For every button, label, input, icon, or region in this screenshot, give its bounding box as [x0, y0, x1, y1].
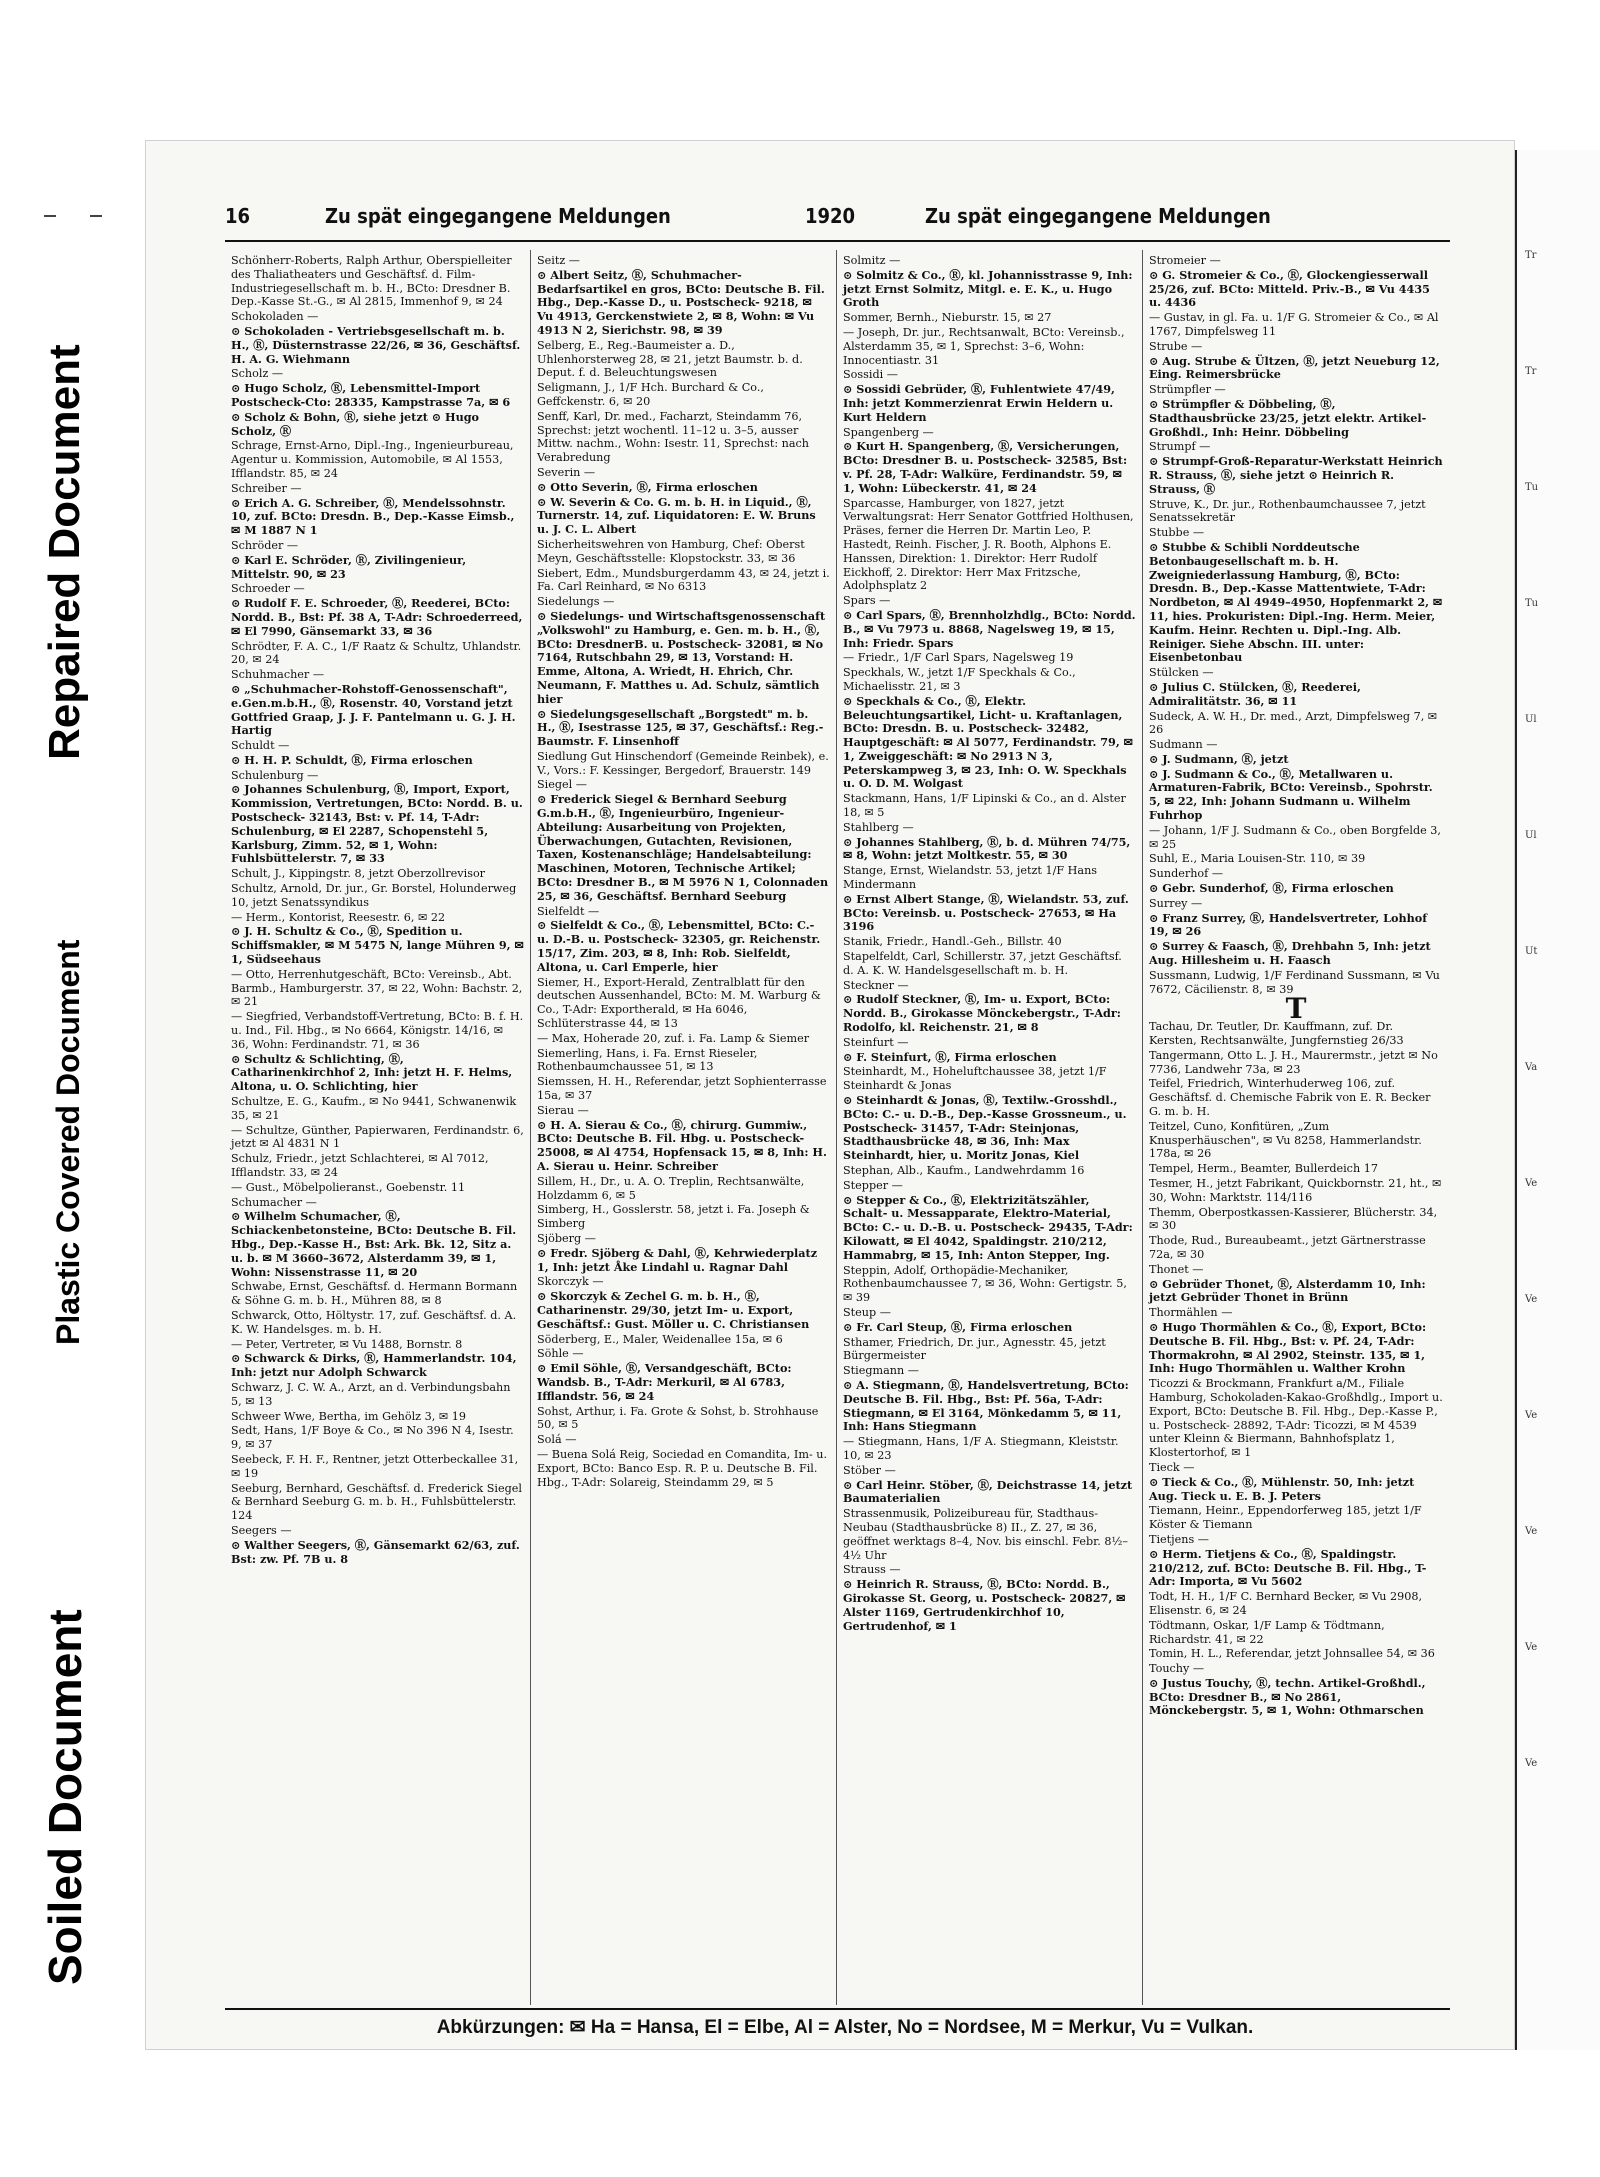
directory-entry: Seeburg, Bernhard, Geschäftsf. d. Frederick Siegel & Bernhard Seeburg G. m. b. H., Fuhlsbüttelerstr. 124 — [231, 1481, 522, 1523]
edge-letter: Ve — [1525, 1642, 1538, 1653]
directory-entry: Themm, Oberpostkassen-Kassierer, Blücherstr. 34, ✉ 30 — [1149, 1205, 1438, 1233]
directory-entry: ⊙ Rudolf F. E. Schroeder, Ⓡ, Reederei, BCto: Nordd. B., Bst: Pf. 38 A, T-Adr: Schroederreed, ✉ El 7990, Gänsemarkt 33, ✉ 36 — [231, 596, 523, 638]
directory-entry: ⊙ Gebr. Sunderhof, Ⓡ, Firma erloschen — [1149, 881, 1394, 896]
directory-entry: Schwarz, J. C. W. A., Arzt, an d. Verbindungsbahn 5, ✉ 13 — [231, 1380, 511, 1408]
left-title: Zu spät eingegangene Meldungen — [325, 204, 671, 228]
directory-entry: ⊙ Ernst Albert Stange, Ⓡ, Wielandstr. 53, zuf. BCto: Vereinsb. u. Postscheck- 27653, ✉ Ha 3196 — [843, 891, 1129, 934]
directory-entry: Stromeier — — [1149, 254, 1221, 267]
directory-entry: Stubbe — — [1149, 526, 1205, 540]
directory-entry: Steppin, Adolf, Orthopädie-Mechaniker, Rothenbaumchaussee 7, ✉ 36, Wohn: Gertigstr. 5, ✉ 39 — [843, 1263, 1127, 1305]
directory-entry: Thonet — — [1149, 1262, 1204, 1276]
directory-entry: T — [1285, 992, 1307, 1026]
directory-entry: Teitzel, Cuno, Konfitüren, „Zum Knusperhäuschen", ✉ Vu 8258, Hammerlandstr. 178a, ✉ 26 — [1149, 1119, 1422, 1161]
directory-entry: Schwabe, Ernst, Geschäftsf. d. Hermann Bormann & Söhne G. m. b. H., Mühren 88, ✉ 8 — [231, 1280, 518, 1308]
page-header — [225, 200, 1450, 234]
directory-entry: Sossidi — — [843, 368, 898, 382]
directory-entry: Siemerling, Hans, i. Fa. Ernst Rieseler, Rothenbaumchaussee 51, ✉ 13 — [537, 1046, 758, 1074]
directory-entry: ⊙ Schwarck & Dirks, Ⓡ, Hammerlandstr. 104, Inh: jetzt nur Adolph Schwarck — [231, 1351, 517, 1380]
directory-entry: Sudmann — — [1149, 738, 1218, 752]
directory-entry: Struve, K., Dr. jur., Rothenbaumchaussee 7, jetzt Senatssekretär — [1149, 497, 1426, 525]
directory-entry: ⊙ Karl E. Schröder, Ⓡ, Zivilingenieur, Mittelstr. 90, ✉ 23 — [231, 552, 467, 581]
directory-entry: ⊙ Sossidi Gebrüder, Ⓡ, Fuhlentwiete 47/49, Inh: jetzt Kommerzienrat Erwin Heldern u. Kurt Heldern — [843, 382, 1115, 424]
scan-mark — [90, 215, 102, 217]
directory-entry: Sielfeldt — — [537, 904, 600, 918]
directory-entry: Schwarck, Otto, Höltystr. 17, zuf. Geschäftsf. d. A. K. W. Handelsges. m. b. H. — [231, 1308, 517, 1336]
plastic-label: Plastic Covered Document — [50, 939, 86, 1345]
directory-entry: Touchy — — [1149, 1662, 1205, 1676]
directory-entry: Steinhardt, M., Hoheluftchaussee 38, jetzt 1/F Steinhardt & Jonas — [843, 1065, 1107, 1093]
directory-entry: ⊙ Heinrich R. Strauss, Ⓡ, BCto: Nordd. B., Girokasse St. Georg, u. Postscheck- 20827, ✉ Alster 1169, Gertrudenkirchhof 10, Gertrudenhof, ✉ 1 — [843, 1577, 1126, 1633]
directory-entry: — Herm., Kontorist, Reesestr. 6, ✉ 22 — [231, 910, 446, 924]
directory-entry: ⊙ J. Sudmann, Ⓡ, jetzt — [1149, 751, 1289, 766]
directory-entry: Seegers — — [231, 1523, 292, 1537]
edge-letter: Ul — [1525, 830, 1537, 841]
directory-entry: Schulz, Friedr., jetzt Schlachterei, ✉ Al 7012, Ifflandstr. 33, ✉ 24 — [231, 1152, 489, 1179]
directory-entry: ⊙ J. H. Schultz & Co., Ⓡ, Spedition u. Schiffsmakler, ✉ M 5475 N, lange Mühren 9, ✉ 1, Südseehaus — [231, 924, 524, 967]
directory-entry: ⊙ Albert Seitz, Ⓡ, Schuhmacher-Bedarfsartikel en gros, BCto: Deutsche B. Fil. Hbg., Dep.-Kasse D., u. Postscheck- 9218, ✉ Vu 4913, Gerckenstwiete 2, ✉ 8, Wohn: ✉ Vu 4913 N 2, Sierichstr. 98, ✉ 39 — [537, 267, 825, 337]
directory-entry: Stiegmann — — [843, 1364, 919, 1378]
directory-entry: ⊙ Frederick Siegel & Bernhard Seeburg G.m.b.H., Ⓡ, Ingenieurbüro, Ingenieur-Abteilung: Ausarbeitung von Projekten, Überwachungen, Gutachten, Revisionen, Taxen, Kostenanschläge; Handelsabteilung: Maschinen, Motoren, Technische Artikel; BCto: Dresdner B., ✉ M 5976 N 1, Colonnaden 25, ✉ 36, Geschäftsf. Bernhard Seeburg — [537, 792, 829, 903]
directory-entry: Seitz — — [537, 254, 580, 267]
directory-entry: Steckner — — [843, 978, 909, 992]
column-3 — [837, 250, 1143, 2005]
edge-letter: Ve — [1525, 1526, 1538, 1537]
year: 1920 — [805, 204, 856, 228]
directory-entry: — Peter, Vertreter, ✉ Vu 1488, Bornstr. 8 — [231, 1337, 463, 1351]
directory-entry: ⊙ Siedelungs- und Wirtschaftsgenossenschaft „Volkswohl" zu Hamburg, e. Gen. m. b. H., Ⓡ, BCto: DresdnerB. u. Postscheck- 32081, ✉ No 7164, Rutschbahn 29, ✉ 13, Vorstand: H. Emme, Altona, A. Wriedt, H. Ehrich, Chr. Neumann, F. Matthes u. Ad. Schulz, sämtlich hier — [537, 608, 826, 706]
directory-entry: ⊙ Rudolf Steckner, Ⓡ, Im- u. Export, BCto: Nordd. B., Girokasse Mönckebergstr., T-Adr: Rodolfo, kl. Reichenstr. 21, ✉ 8 — [843, 992, 1121, 1035]
edge-letter: Ve — [1525, 1410, 1538, 1421]
directory-entry: ⊙ H. H. P. Schuldt, Ⓡ, Firma erloschen — [231, 752, 473, 767]
directory-entry: Sussmann, Ludwig, 1/F Ferdinand Sussmann, ✉ Vu 7672, Cäcilienstr. 8, ✉ 39 — [1149, 968, 1440, 996]
directory-entry: Sommer, Bernh., Nieburstr. 15, ✉ 27 — [843, 311, 1052, 325]
directory-entry: Stülcken — — [1149, 666, 1214, 680]
directory-entry: ⊙ Johannes Stahlberg, Ⓡ, b. d. Mühren 74/75, ✉ 8, Wohn: jetzt Moltkestr. 55, ✉ 30 — [843, 834, 1131, 863]
directory-entry: Tietjens — — [1149, 1532, 1209, 1546]
directory-entry: Stephan, Alb., Kaufm., Landwehrdamm 16 — [843, 1164, 1085, 1177]
directory-entry: Speckhals, W., jetzt 1/F Speckhals & Co., Michaelisstr. 21, ✉ 3 — [843, 666, 1076, 693]
directory-entry: Stackmann, Hans, 1/F Lipinski & Co., an d. Alster 18, ✉ 5 — [843, 792, 1126, 820]
directory-entry: Tieck — — [1149, 1460, 1195, 1474]
directory-entry: — Friedr., 1/F Carl Spars, Nagelsweg 19 — [843, 651, 1074, 665]
directory-entry: Steinfurt — — [843, 1035, 909, 1049]
directory-entry: — Max, Hoherade 20, zuf. i. Fa. Lamp & Siemer — [537, 1031, 810, 1045]
directory-entry: — Gust., Möbelpolieranst., Goebenstr. 11 — [231, 1180, 466, 1194]
directory-entry: Senff, Karl, Dr. med., Facharzt, Steindamm 76, Sprechst: jetzt wochentl. 11–12 u. 3–5, ausser Mittw. nachm., Wohn: Isestr. 11, Sprechst: nach Verabredung — [537, 409, 809, 465]
right-title: Zu spät eingegangene Meldungen — [925, 204, 1271, 228]
directory-entry: Tachau, Dr. Teutler, Dr. Kauffmann, zuf. Dr. Kersten, Rechtsanwälte, Jungfernstieg 26/33 — [1149, 1020, 1404, 1048]
directory-entry: Thormählen — — [1149, 1306, 1233, 1320]
directory-entry: Sierau — — [537, 1103, 589, 1117]
directory-entry: — Buena Solá Reig, Sociedad en Comandita, Im- u. Export, BCto: Banco Esp. R. P. u. Deutsche B. Fil. Hbg., T-Adr: Solareig, Steindamm 29, ✉ 5 — [537, 1447, 828, 1489]
directory-entry: Siebert, Edm., Mundsburgerdamm 43, ✉ 24, jetzt i. Fa. Carl Reinhard, ✉ No 6313 — [537, 566, 830, 594]
edge-letter: Va — [1525, 1062, 1538, 1073]
directory-entry: ⊙ Stepper & Co., Ⓡ, Elektrizitätszähler, Schalt- u. Messapparate, Elektro-Material, BCto: C.- u. D.-B. u. Postscheck- 29435, T-Adr: Kilowatt, ✉ El 4042, Spaldingstr. 210/212, Hammabrg, ✉ 15, Inh: Anton Stepper, Ing. — [843, 1192, 1133, 1262]
edge-letter: Ve — [1525, 1178, 1538, 1189]
directory-entry: ⊙ Carl Heinr. Stöber, Ⓡ, Deichstrasse 14, jetzt Baumaterialien — [843, 1477, 1133, 1506]
column-2 — [531, 250, 837, 2005]
directory-entry: Suhl, E., Maria Louisen-Str. 110, ✉ 39 — [1149, 852, 1366, 866]
edge-letter: Ve — [1525, 1294, 1538, 1305]
directory-entry: ⊙ J. Sudmann & Co., Ⓡ, Metallwaren u. Armaturen-Fabrik, BCto: Vereinsb., Spohrstr. 5, ✉ 22, Inh: Johann Sudmann u. Wilhelm Fuhrhop — [1149, 766, 1433, 823]
directory-entry: Stöber — — [843, 1463, 896, 1477]
directory-entry: — Otto, Herrenhutgeschäft, BCto: Vereinsb., Abt. Barmb., Hamburgerstr. 37, ✉ 22, Wohn: Bachstr. 2, ✉ 21 — [231, 967, 523, 1009]
directory-entry: Strassenmusik, Polizeibureau für, Stadthaus-Neubau (Stadthausbrücke 8) II., Z. 27, ✉ 36, geöffnet werktags 8–4, Nov. bis einschl. Febr. 8½–4½ Uhr — [843, 1507, 1128, 1562]
directory-entry: ⊙ Schultz & Schlichting, Ⓡ, Catharinenkirchhof 2, Inh: jetzt H. F. Helms, Altona, u. O. Schlichting, hier — [231, 1051, 513, 1094]
directory-entry: Schrage, Ernst-Arno, Dipl.-Ing., Ingenieurbureau, Agentur u. Kommission, Automobile, ✉ Al 1553, Ifflandstr. 85, ✉ 24 — [231, 439, 514, 480]
directory-entry: Schuldt — — [231, 739, 290, 753]
directory-entry: Schreiber — — [231, 481, 302, 495]
footer-rule — [225, 2008, 1450, 2010]
directory-entry: Ticozzi & Brockmann, Frankfurt a/M., Filiale Hamburg, Schokoladen-Kakao-Großhdlg., Import u. Export, BCto: Deutsche B. Fil. Hbg., Dep.-Kasse P., u. Postscheck- 28892, T-Adr: Ticozzi, ✉ M 4539 unter Kleinn & Biermann, Bahnhofsplatz 1, Klostertorhof, ✉ 1 — [1149, 1377, 1443, 1460]
directory-entry: Sudeck, A. W. H., Dr. med., Arzt, Dimpfelsweg 7, ✉ 26 — [1149, 709, 1438, 737]
directory-entry: Strauss — — [843, 1563, 901, 1577]
directory-entry: ⊙ „Schuhmacher-Rohstoff-Genossenschaft", e.Gen.m.b.H., Ⓡ, Rosenstr. 40, Vorstand jetzt Gottfried Graap, J. J. F. Pantelmann u. G. J. H. Hartig — [231, 681, 516, 738]
directory-entry: ⊙ Carl Spars, Ⓡ, Brennholzhdlg., BCto: Nordd. B., ✉ Vu 7973 u. 8868, Nagelsweg 19, ✉ 15, Inh: Friedr. Spars — [843, 607, 1136, 650]
directory-entry: ⊙ Solmitz & Co., Ⓡ, kl. Johannisstrasse 9, Inh: jetzt Ernst Solmitz, Mitgl. e. E. K., u. Hugo Groth — [843, 267, 1133, 310]
directory-entry: Schultze, E. G., Kaufm., ✉ No 9441, Schwanenwik 35, ✉ 21 — [231, 1095, 517, 1122]
directory-entry: Sedt, Hans, 1/F Boye & Co., ✉ No 396 N 4, Isestr. 9, ✉ 37 — [231, 1424, 514, 1452]
directory-entry: Schultz, Arnold, Dr. jur., Gr. Borstel, Holunderweg 10, jetzt Senatssyndikus — [231, 882, 517, 909]
directory-entry: — Schultze, Günther, Papierwaren, Ferdinandstr. 6, jetzt ✉ Al 4831 N 1 — [231, 1123, 524, 1151]
directory-entry: Severin — — [537, 465, 596, 479]
directory-entry: ⊙ A. Stiegmann, Ⓡ, Handelsvertretung, BCto: Deutsche B. Fil. Hbg., Bst: Pf. 56a, T-Adr: Stiegmann, ✉ El 3164, Mönkedamm 5, ✉ 11, Inh: Hans Stiegmann — [843, 1377, 1129, 1434]
directory-entry: ⊙ Johannes Schulenburg, Ⓡ, Import, Export, Kommission, Vertretungen, BCto: Nordd. B. u. Postscheck- 32143, Bst: v. Pf. 14, T-Adr: Schulenburg, ✉ El 2287, Schopenstehl 5, Karlsburg, Zimm. 52, ✉ 1, Wohn: Fuhlsbüttelerstr. 7, ✉ 33 — [231, 782, 523, 866]
directory-entry: Siemssen, H. H., Referendar, jetzt Sophienterrasse 15a, ✉ 37 — [537, 1075, 827, 1103]
directory-entry: — Joseph, Dr. jur., Rechtsanwalt, BCto: Vereinsb., Alsterdamm 35, ✉ 1, Sprechst: 3–6, Wohn: Innocentiastr. 31 — [843, 325, 1125, 367]
directory-entry: ⊙ Siedelungsgesellschaft „Borgstedt" m. b. H., Ⓡ, Isestrasse 125, ✉ 37, Geschäftsf.: Reg.-Baumstr. F. Linsenhoff — [537, 706, 824, 749]
directory-entry: Söderberg, E., Maler, Weidenallee 15a, ✉ 6 — [537, 1332, 783, 1346]
directory-entry: Siegel — — [537, 778, 587, 792]
directory-entry: Schönherr-Roberts, Ralph Arthur, Oberspielleiter des Thaliatheaters und Geschäftsf. d. Film-Industriegesellschaft m. b. H., BCto: Dresdner B. Dep.-Kasse St.-G., ✉ Al 2815, Immenhof 9, ✉ 24 — [231, 254, 512, 309]
directory-entry: ⊙ Stubbe & Schibli Norddeutsche Betonbaugesellschaft m. b. H. Zweigniederlassung Hamburg, Ⓡ, BCto: Dresdn. B., Dep.-Kasse Mattentwiete, T-Adr: Nordbeton, ✉ Al 4949–4950, Hopfenmarkt 2, ✉ 11, hies. Prokuristen: Dipl.-Ing. Herm. Meier, Kaufm. Heinr. Rechten u. Dipl.-Ing. Alb. Reiniger. Siehe Abschn. III. unter: Eisenbetonbau — [1149, 539, 1443, 665]
directory-entry: ⊙ Hugo Scholz, Ⓡ, Lebensmittel-Import Postscheck-Cto: 28335, Kampstrasse 7a, ✉ 6 — [231, 381, 511, 409]
edge-letter: Ul — [1525, 714, 1537, 725]
directory-columns — [225, 250, 1450, 2005]
directory-entry: ⊙ Kurt H. Spangenberg, Ⓡ, Versicherungen, BCto: Dresdner B. u. Postscheck- 32585, Bst: v. Pf. 28, T-Adr: Walküre, Ferdinandstr. 59, ✉ 1, Wohn: Lübeckerstr. 41, ✉ 24 — [843, 439, 1128, 495]
directory-entry: ⊙ Speckhals & Co., Ⓡ, Elektr. Beleuchtungsartikel, Licht- u. Kraftanlagen, BCto: Dresdn. B. u. Postscheck- 32482, Hauptgeschäft: ✉ Al 5077, Ferdinandstr. 79, ✉ 1, Zweiggeschäft: ✉ No 2913 N 3, Peterskampweg 3, ✉ 23, Inh: O. W. Speckhals u. O. D. M. Wolgast — [843, 693, 1134, 791]
directory-entry: Schroeder — — [231, 582, 305, 596]
directory-entry: ⊙ Strümpfler & Döbbeling, Ⓡ, Stadthausbrücke 23/25, jetzt elektr. Artikel-Großhdl., Inh: Heinr. Döbbeling — [1149, 396, 1427, 439]
directory-entry: Sicherheitswehren von Hamburg, Chef: Oberst Meyn, Geschäftsstelle: Klopstockstr. 33, ✉ 36 — [537, 537, 805, 565]
directory-entry: ⊙ Fr. Carl Steup, Ⓡ, Firma erloschen — [843, 1319, 1073, 1334]
directory-entry: Tempel, Herm., Beamter, Bullerdeich 17 — [1149, 1162, 1378, 1176]
directory-entry: Stanik, Friedr., Handl.-Geh., Billstr. 40 — [843, 935, 1062, 949]
directory-entry: Tangermann, Otto L. J. H., Maurermstr., jetzt ✉ No 7736, Landwehr 73a, ✉ 23 — [1149, 1048, 1438, 1076]
directory-entry: Sjöberg — — [537, 1231, 596, 1245]
directory-entry: Solmitz — — [843, 254, 901, 267]
directory-entry: Sparcasse, Hamburger, von 1827, jetzt Verwaltungsrat: Herr Senator Gottfried Holthusen, Präses, ferner die Herren Dr. Martin Leo, P. Hastedt, Reinh. Fischer, J. R. Booth, Alphons E. Hanssen, Direktion: 1. Direktor: Herr Rudolf Eickhoff, 2. Direktor: Herr Max Fritzsche, Adolphsplatz 2 — [843, 496, 1134, 593]
abbreviations-footer: Abkürzungen: ✉ Ha = Hansa, El = Elbe, Al = Alster, No = Nordsee, M = Merkur, Vu = Vulkan. — [436, 2017, 1254, 2038]
directory-entry: Schult, J., Kippingstr. 8, jetzt Oberzollrevisor — [231, 867, 486, 881]
directory-entry: ⊙ F. Steinfurt, Ⓡ, Firma erloschen — [843, 1049, 1057, 1064]
directory-entry: Seebeck, F. H. F., Rentner, jetzt Otterbeckallee 31, ✉ 19 — [231, 1452, 519, 1480]
header-rule — [225, 240, 1450, 242]
directory-entry: Strube — — [1149, 339, 1203, 353]
directory-entry: ⊙ Herm. Tietjens & Co., Ⓡ, Spaldingstr. 210/212, zuf. BCto: Deutsche B. Fil. Hbg., T-Adr: Importa, ✉ Vu 5602 — [1149, 1546, 1427, 1589]
directory-entry: — Stiegmann, Hans, 1/F A. Stiegmann, Kleiststr. 10, ✉ 23 — [843, 1435, 1119, 1462]
directory-entry: ⊙ Aug. Strube & Ültzen, Ⓡ, jetzt Neueburg 12, Eing. Reimersbrücke — [1149, 353, 1440, 382]
directory-entry: Todt, H. H., 1/F C. Bernhard Becker, ✉ Vu 2908, Elisenstr. 6, ✉ 24 — [1149, 1590, 1423, 1617]
directory-entry: Schumacher — — [231, 1195, 317, 1209]
column-4 — [1143, 250, 1449, 2005]
directory-entry: — Johann, 1/F J. Sudmann & Co., oben Borgfelde 3, ✉ 25 — [1149, 823, 1441, 851]
directory-entry: Tesmer, H., jetzt Fabrikant, Quickbornstr. 21, ht., ✉ 30, Wohn: Marktstr. 114/116 — [1149, 1177, 1442, 1204]
side-labels — [30, 240, 150, 2000]
edge-letter: Ve — [1525, 1758, 1538, 1769]
directory-entry: ⊙ H. A. Sierau & Co., Ⓡ, chirurg. Gummiw., BCto: Deutsche B. Fil. Hbg. u. Postscheck- 25008, ✉ Al 4754, Hopfensack 15, ✉ 8, Inh: H. A. Sierau u. Heinr. Schreiber — [537, 1117, 827, 1173]
directory-entry: ⊙ Franz Surrey, Ⓡ, Handelsvertreter, Lohhof 19, ✉ 26 — [1149, 910, 1428, 939]
directory-entry: Teifel, Friedrich, Winterhuderweg 106, zuf. Geschäftsf. d. Chemische Fabrik von E. R. Becker G. m. b. H. — [1149, 1077, 1431, 1119]
edge-letter: Tr — [1525, 250, 1537, 261]
directory-entry: Steup — — [843, 1305, 891, 1319]
directory-entry: Schrödter, F. A. C., 1/F Raatz & Schultz, Uhlandstr. 20, ✉ 24 — [231, 639, 522, 667]
directory-entry: ⊙ Erich A. G. Schreiber, Ⓡ, Mendelssohnstr. 10, zuf. BCto: Dresdn. B., Dep.-Kasse Eimsb., ✉ M 1887 N 1 — [231, 495, 515, 538]
directory-entry: Sillem, H., Dr., u. A. O. Treplin, Rechtsanwälte, Holzdamm 6, ✉ 5 — [537, 1174, 805, 1202]
directory-entry: ⊙ Steinhardt & Jonas, Ⓡ, Textilw.-Grosshdl., BCto: C.- u. D.-B., Dep.-Kasse Grossneum., u. Postscheck- 31457, T-Adr: Steinjonas, Stadthausbrücke 48, ✉ 36, Inh: Max Steinhardt, hier, u. Moritz Jonas, Kiel — [843, 1093, 1127, 1163]
directory-entry: Schweer Wwe, Bertha, im Gehölz 3, ✉ 19 — [231, 1409, 467, 1423]
directory-entry: Spars — — [843, 594, 891, 608]
directory-entry: ⊙ Wilhelm Schumacher, Ⓡ, Schiackenbetonsteine, BCto: Deutsche B. Fil. Hbg., Dep.-Kasse H., Bst: Ark. Bk. 12, Sitz a. u. b. ✉ M 3660–3672, Alsterdamm 39, ✉ 1, Wohn: Nissenstrasse 11, ✉ 20 — [231, 1209, 517, 1279]
edge-letter: Tu — [1525, 598, 1539, 609]
soiled-label: Soiled Document — [39, 1609, 91, 1985]
directory-entry: Seligmann, J., 1/F Hch. Burchard & Co., Geffckenstr. 6, ✉ 20 — [537, 381, 764, 408]
directory-entry: Sunderhof — — [1149, 867, 1224, 881]
directory-entry: ⊙ Emil Söhle, Ⓡ, Versandgeschäft, BCto: Wandsb. B., T-Adr: Merkuril, ✉ Al 6783, Ifflandstr. 56, ✉ 24 — [537, 1361, 792, 1403]
directory-entry: Simberg, H., Gosslerstr. 58, jetzt i. Fa. Joseph & Simberg — [537, 1203, 810, 1231]
directory-entry: Tödtmann, Oskar, 1/F Lamp & Tödtmann, Richardstr. 41, ✉ 22 — [1149, 1618, 1385, 1646]
directory-entry: Söhle — — [537, 1347, 584, 1361]
directory-entry: — Gustav, in gl. Fa. u. 1/F G. Stromeier & Co., ✉ Al 1767, Dimpfelsweg 11 — [1149, 311, 1439, 338]
directory-entry: Tiemann, Heinr., Eppendorferweg 185, jetzt 1/F Köster & Tiemann — [1149, 1504, 1422, 1532]
edge-letter: Tr — [1525, 366, 1537, 377]
directory-entry: Sthamer, Friedrich, Dr. jur., Agnesstr. 45, jetzt Bürgermeister — [843, 1335, 1106, 1363]
directory-entry: Sohst, Arthur, i. Fa. Grote & Sohst, b. Strohhause 50, ✉ 5 — [537, 1404, 819, 1432]
directory-entry: Siedlung Gut Hinschendorf (Gemeinde Reinbek), e. V., Vors.: F. Kessinger, Bergedorf, Brauerstr. 149 — [537, 749, 829, 777]
directory-entry: Scholz — — [231, 367, 284, 381]
directory-entry: Stahlberg — — [843, 820, 914, 834]
directory-entry: ⊙ Scholz & Bohn, Ⓡ, siehe jetzt ⊙ Hugo Scholz, Ⓡ — [231, 409, 480, 438]
directory-entry: ⊙ Walther Seegers, Ⓡ, Gänsemarkt 62/63, zuf. Bst: zw. Pf. 7B u. 8 — [231, 1537, 520, 1566]
directory-entry: ⊙ Julius C. Stülcken, Ⓡ, Reederei, Admiralitätstr. 36, ✉ 11 — [1149, 679, 1361, 708]
directory-entry: ⊙ G. Stromeier & Co., Ⓡ, Glockengiesserwall 25/26, zuf. BCto: Mitteld. Priv.-B., ✉ Vu 4435 u. 4436 — [1149, 267, 1430, 310]
directory-entry: ⊙ Gebrüder Thonet, Ⓡ, Alsterdamm 10, Inh: jetzt Gebrüder Thonet in Brünn — [1149, 1276, 1426, 1305]
directory-entry: Siemer, H., Export-Herald, Zentralblatt für den deutschen Aussenhandel, BCto: M. M. Warburg & Co., T-Adr: Exportherald, ✉ Ha 6046, Schlüterstrasse 44, ✉ 13 — [537, 975, 821, 1031]
directory-entry: Skorczyk — — [537, 1275, 604, 1289]
directory-entry: ⊙ Sielfeldt & Co., Ⓡ, Lebensmittel, BCto: C.- u. D.-B. u. Postscheck- 32305, gr. Reichenstr. 15/17, Zim. 203, ✉ 8, Inh: Rob. Sielfeldt, Altona, u. Carl Emperle, hier — [537, 918, 821, 974]
page-number: 16 — [225, 204, 251, 228]
repaired-label: Repaired Document — [40, 344, 89, 760]
directory-entry: Surrey — — [1149, 896, 1203, 910]
directory-entry: Schröder — — [231, 538, 299, 552]
document-page — [145, 140, 1515, 2050]
directory-entry: Stapelfeldt, Carl, Schillerstr. 37, jetzt Geschäftsf. d. A. K. W. Handelsgesellschaft m. b. H. — [843, 950, 1122, 977]
directory-entry: Spangenberg — — [843, 425, 934, 439]
directory-entry: Siedelungs — — [537, 595, 615, 609]
directory-entry: Thode, Rud., Bureaubeamt., jetzt Gärtnerstrasse 72a, ✉ 30 — [1149, 1234, 1426, 1261]
scan-mark — [44, 215, 56, 217]
directory-entry: ⊙ Justus Touchy, Ⓡ, techn. Artikel-Großhdl., BCto: Dresdner B., ✉ No 2861, Mönckebergstr. 5, ✉ 1, Wohn: Othmarschen — [1149, 1675, 1426, 1718]
directory-entry: ⊙ Schokoladen - Vertriebsgesellschaft m. b. H., Ⓡ, Düsternstrasse 22/26, ✉ 36, Geschäftsf. H. A. G. Wiehmann — [231, 323, 521, 366]
directory-entry: ⊙ Tieck & Co., Ⓡ, Mühlenstr. 50, Inh: jetzt Aug. Tieck u. E. B. J. Peters — [1149, 1474, 1415, 1503]
edge-letter: Tu — [1525, 482, 1539, 493]
directory-entry: Solá — — [537, 1433, 577, 1447]
directory-entry: ⊙ Strumpf-Groß-Reparatur-Werkstatt Heinrich R. Strauss, Ⓡ, siehe jetzt ⊙ Heinrich R. Strauss, Ⓡ — [1149, 454, 1443, 496]
directory-entry: Strumpf — — [1149, 440, 1211, 454]
directory-entry: ⊙ Surrey & Faasch, Ⓡ, Drehbahn 5, Inh: jetzt Aug. Hillesheim u. H. Faasch — [1149, 939, 1431, 968]
directory-entry: ⊙ Hugo Thormählen & Co., Ⓡ, Export, BCto: Deutsche B. Fil. Hbg., Bst: v. Pf. 24, T-Adr: Thormakrohn, ✉ Al 2902, Steinstr. 135, ✉ 1, Inh: Hugo Thormählen u. Walther Krohn — [1149, 1319, 1427, 1376]
directory-entry: ⊙ Skorczyk & Zechel G. m. b. H., Ⓡ, Catharinenstr. 29/30, jetzt Im- u. Export, Geschäftsf.: Gust. Möller u. C. Christiansen — [537, 1289, 810, 1331]
directory-entry: ⊙ Fredr. Sjöberg & Dahl, Ⓡ, Kehrwiederplatz 1, Inh: jetzt Åke Lindahl u. Ragnar Dahl — [537, 1245, 818, 1274]
directory-entry: Schuhmacher — — [231, 668, 325, 682]
next-page-edge — [1515, 150, 1600, 2050]
directory-entry: ⊙ W. Severin & Co. G. m. b. H. in Liquid., Ⓡ, Turnerstr. 14, zuf. Liquidatoren: E. W. Bruns u. J. C. L. Albert — [537, 494, 816, 537]
directory-entry: Strümpfler — — [1149, 383, 1226, 397]
edge-letter: Ut — [1525, 946, 1538, 957]
directory-entry: Stepper — — [843, 1178, 903, 1192]
directory-entry: Selberg, E., Reg.-Baumeister a. D., Uhlenhorsterweg 28, ✉ 21, jetzt Baumstr. b. d. Deput. f. d. Beleuchtungswesen — [537, 338, 803, 380]
directory-entry: Schulenburg — — [231, 768, 319, 782]
directory-entry: ⊙ Otto Severin, Ⓡ, Firma erloschen — [537, 479, 758, 494]
directory-entry: Stange, Ernst, Wielandstr. 53, jetzt 1/F Hans Mindermann — [843, 864, 1098, 892]
column-1 — [225, 250, 531, 2005]
directory-entry: Tomin, H. L., Referendar, jetzt Johnsallee 54, ✉ 36 — [1149, 1647, 1435, 1661]
directory-entry: — Siegfried, Verbandstoff-Vertretung, BCto: B. f. H. u. Ind., Fil. Hbg., ✉ No 6664, Königstr. 14/16, ✉ 36, Wohn: Ferdinandstr. 71, ✉ 36 — [231, 1010, 524, 1051]
directory-entry: Schokoladen — — [231, 310, 319, 324]
